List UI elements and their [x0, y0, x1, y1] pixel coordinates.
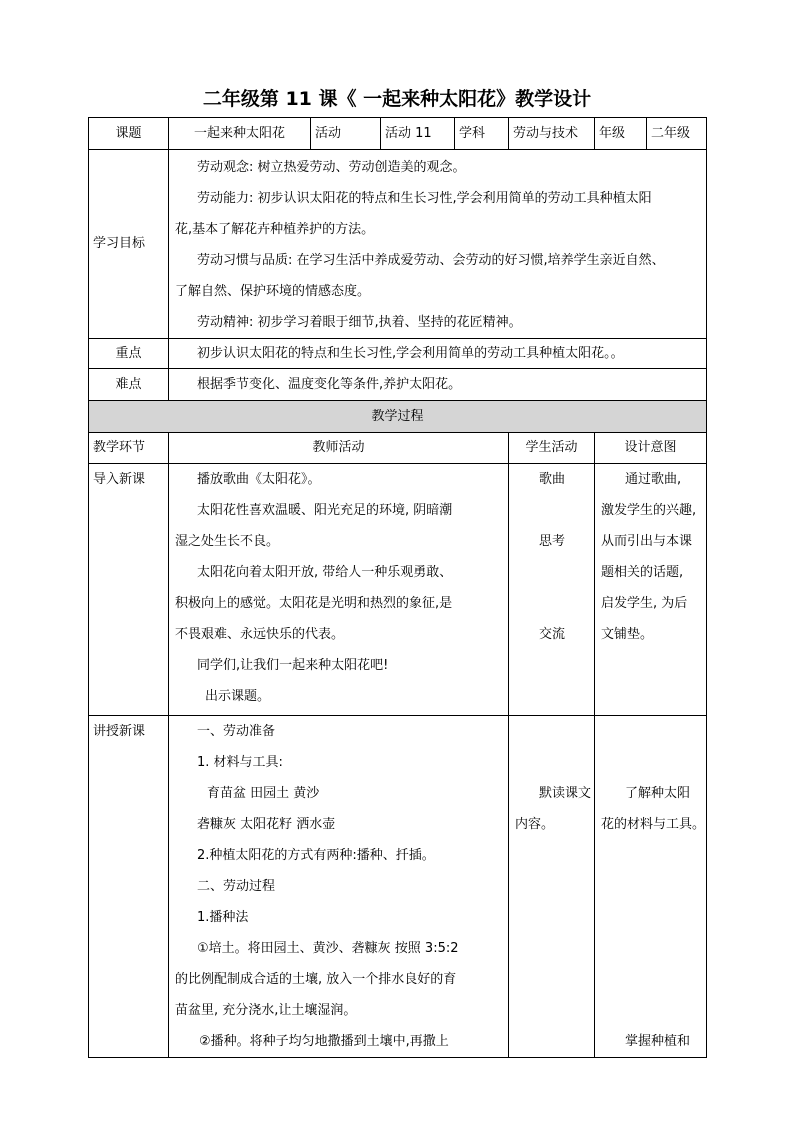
document-title: 二年级第 11 课《 一起来种太阳花》教学设计	[202, 88, 592, 110]
activity-label: 活动	[311, 118, 381, 150]
stage-label: 讲授新课	[93, 724, 146, 739]
intent-line: 启发学生, 为后	[601, 596, 688, 611]
intent-line: 题相关的话题,	[601, 565, 684, 580]
teacher-line: 太阳花性喜欢温暖、阳光充足的环境, 阴暗潮	[197, 503, 453, 518]
intro-teacher	[169, 464, 509, 716]
grade-value: 二年级	[647, 118, 707, 150]
teacher-line: ①培土。将田园土、黄沙、砻糠灰 按照 3:5:2	[197, 941, 459, 956]
objective-line: 花,基本了解花卉种植养护的方法。	[175, 222, 375, 237]
key-point-label: 重点	[89, 339, 169, 369]
intent-line: 掌握种植和	[625, 1034, 691, 1049]
newlesson-stage	[89, 716, 169, 1058]
student-line: 交流	[539, 627, 566, 642]
teacher-line: 积极向上的感觉。太阳花是光明和热烈的象征,是	[175, 596, 453, 611]
newlesson-student	[509, 716, 595, 1058]
teacher-line: 出示课题。	[205, 689, 271, 704]
teacher-line: ②播种。将种子均匀地撒播到土壤中,再撒上	[199, 1034, 449, 1049]
objective-line: 劳动观念: 树立热爱劳动、劳动创造美的观念。	[197, 160, 466, 175]
teacher-line: 育苗盆 田园土 黄沙	[207, 786, 320, 801]
intro-row	[89, 464, 707, 716]
subject-value: 劳动与技术	[509, 118, 595, 150]
teacher-line: 1.播种法	[197, 910, 249, 925]
grade-label: 年级	[595, 118, 647, 150]
process-title: 教学过程	[89, 401, 707, 433]
activity-value: 活动 11	[381, 118, 455, 150]
header-row	[89, 118, 707, 150]
newlesson-intent	[595, 716, 707, 1058]
intent-line: 花的材料与工具。	[601, 817, 706, 832]
intent-line: 激发学生的兴趣,	[601, 503, 697, 518]
teacher-line: 湿之处生长不良。	[175, 534, 280, 549]
key-point-row	[89, 339, 707, 369]
process-title-row	[89, 401, 707, 433]
teacher-line: 一、劳动准备	[197, 724, 276, 739]
col-stage: 教学环节	[89, 433, 169, 464]
topic-value: 一起来种太阳花	[169, 118, 311, 150]
newlesson-teacher	[169, 716, 509, 1058]
key-point-text: 初步认识太阳花的特点和生长习性,学会利用简单的劳动工具种植太阳花。。	[169, 339, 707, 369]
student-line: 默读课文	[539, 786, 592, 801]
objectives-label: 学习目标	[89, 150, 169, 339]
teacher-line: 不畏艰难、永远快乐的代表。	[175, 627, 345, 642]
intro-stage	[89, 464, 169, 716]
stage-label: 导入新课	[93, 472, 146, 487]
intro-student	[509, 464, 595, 716]
teacher-line: 1. 材料与工具:	[197, 755, 283, 770]
col-teacher: 教师活动	[169, 433, 509, 464]
intent-line: 通过歌曲,	[625, 472, 682, 487]
teacher-line: 同学们,让我们一起来种太阳花吧!	[197, 658, 389, 673]
objective-line: 劳动习惯与品质: 在学习生活中养成爱劳动、会劳动的好习惯,培养学生亲近自然、	[197, 253, 665, 268]
objective-line: 了解自然、保护环境的情感态度。	[175, 284, 371, 299]
teacher-line: 太阳花向着太阳开放, 带给人一种乐观勇敢、	[197, 565, 453, 580]
process-header-row	[89, 433, 707, 464]
teacher-line: 2.种植太阳花的方式有两种:播种、扦插。	[197, 848, 435, 863]
teacher-line: 砻糠灰 太阳花籽 洒水壶	[197, 817, 336, 832]
difficulty-text: 根据季节变化、温度变化等条件,养护太阳花。	[169, 369, 707, 401]
student-line: 歌曲	[539, 472, 566, 487]
intent-line: 文铺垫。	[601, 627, 654, 642]
intent-line: 了解种太阳	[625, 786, 691, 801]
newlesson-row	[89, 716, 707, 1058]
col-intent: 设计意图	[595, 433, 707, 464]
teacher-line: 二、劳动过程	[197, 879, 276, 894]
difficulty-label: 难点	[89, 369, 169, 401]
objectives-content	[169, 150, 707, 339]
topic-label: 课题	[89, 118, 169, 150]
objectives-row	[89, 150, 707, 339]
objective-line: 劳动精神: 初步学习着眼于细节,执着、坚持的花匠精神。	[197, 315, 522, 330]
student-line: 思考	[539, 534, 566, 549]
student-line: 内容。	[515, 817, 555, 832]
objective-line: 劳动能力: 初步认识太阳花的特点和生长习性,学会利用简单的劳动工具种植太阳	[197, 191, 652, 206]
intro-intent	[595, 464, 707, 716]
col-student: 学生活动	[509, 433, 595, 464]
difficulty-row	[89, 369, 707, 401]
teacher-line: 苗盆里, 充分浇水,让土壤湿润。	[175, 1003, 357, 1018]
subject-label: 学科	[455, 118, 509, 150]
intent-line: 从而引出与本课	[601, 534, 693, 549]
teacher-line: 播放歌曲《太阳花》。	[197, 472, 321, 487]
teacher-line: 的比例配制成合适的土壤, 放入一个排水良好的育	[175, 972, 457, 987]
lesson-plan-table	[88, 117, 707, 1058]
